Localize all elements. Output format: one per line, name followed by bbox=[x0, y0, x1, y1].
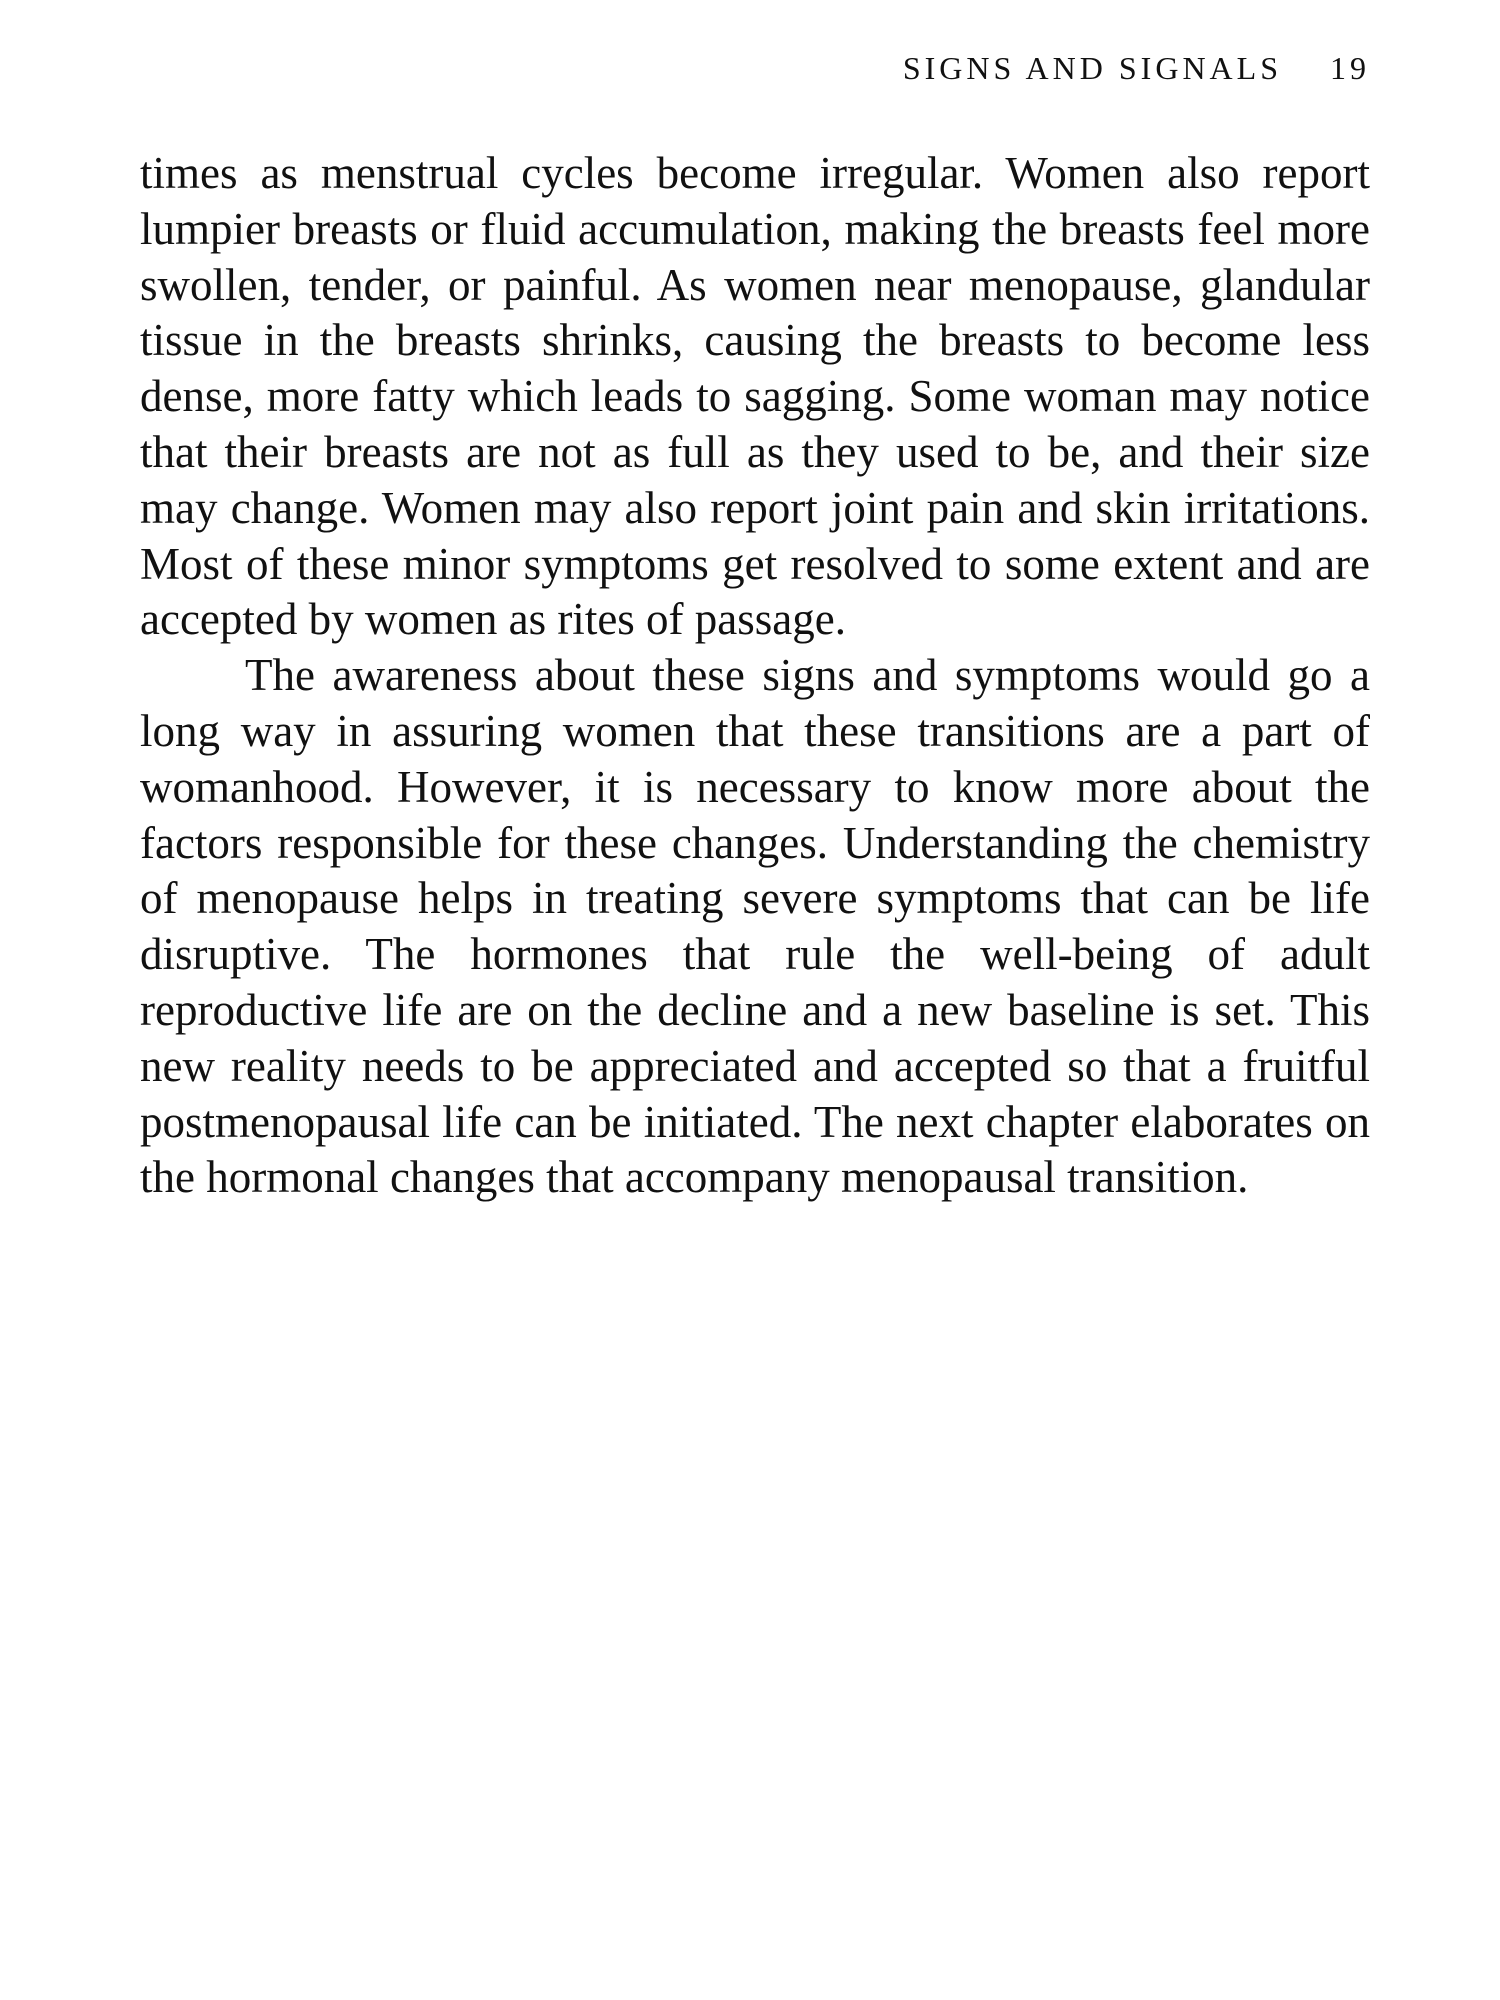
body-text bbox=[140, 146, 1370, 1206]
page-number: 19 bbox=[1330, 50, 1370, 86]
running-title: SIGNS AND SIGNALS bbox=[902, 50, 1282, 86]
paragraph-continuation: times as menstrual cycles become irregular. Women also report lumpier breasts or fluid accumulation, making the breasts feel more swollen, tender, or painful. As women near menopause, glandular tissue in the breasts shrinks, causing the breasts to become less dense, more fatty which leads to sagging. Some woman may notice that their breasts are not as full as they used to be, and their size may change. Women may also report joint pain and skin irritations. Most of these minor symptoms get resolved to some extent and are accepted by women as rites of passage. bbox=[140, 148, 1370, 645]
paragraph: The awareness about these signs and symptoms would go a long way in assuring women that these transitions are a part of womanhood. However, it is necessary to know more about the factors responsible for these changes. Understanding the chemistry of menopause helps in treating severe symptoms that can be life disruptive. The hormones that rule the well-being of adult reproductive life are on the decline and a new baseline is set. This new reality needs to be appreciated and accepted so that a fruitful postmenopausal life can be initiated. The next chapter elaborates on the hormonal changes that accompany menopausal transition. bbox=[140, 650, 1370, 1203]
running-head bbox=[0, 48, 1370, 88]
